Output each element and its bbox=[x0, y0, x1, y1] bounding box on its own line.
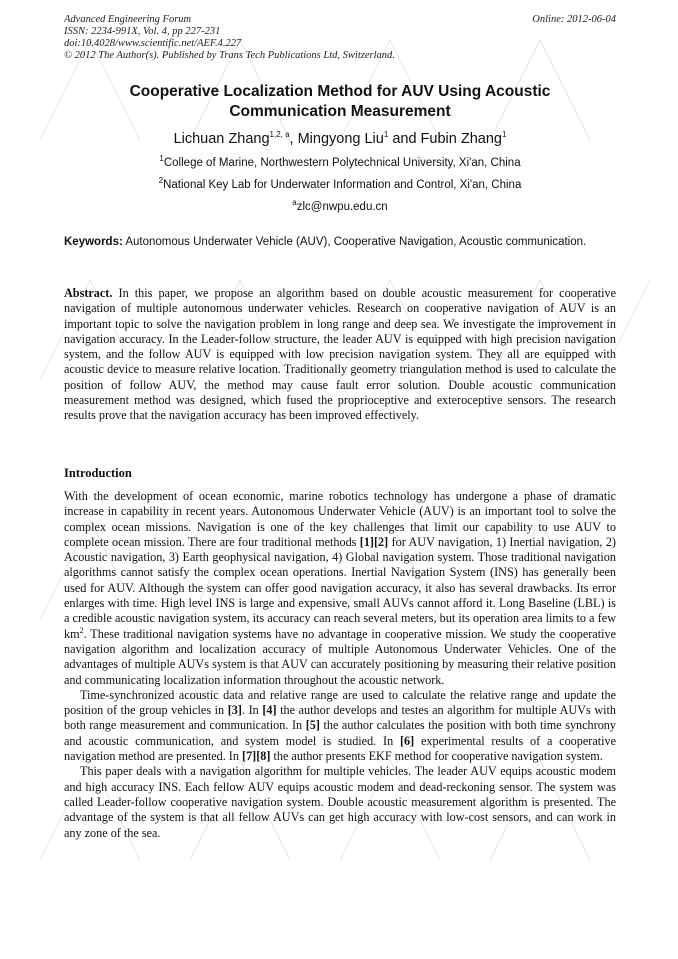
author-list bbox=[64, 131, 616, 147]
affiliation-1 bbox=[64, 154, 616, 169]
text-run: the author develops and testes an algorithm for multiple AUVs with both range measurement and communication. In bbox=[64, 703, 616, 733]
citation-ref: [1][2] bbox=[359, 534, 389, 549]
affiliation-text: National Key Lab for Underwater Information and Control, Xi'an, China bbox=[163, 179, 522, 191]
email-text: zlc@nwpu.edu.cn bbox=[296, 201, 388, 213]
abstract-block bbox=[64, 286, 616, 424]
text-run: This paper deals with a navigation algorithm for multiple vehicles. The leader AUV equips acoustic modem and high accuracy INS. Each fellow AUV equips acoustic modem and dead-reckoning sensor. The system was called Leader-follow cooperative navigation system. Double acoustic measurement algorithm is presented. The advantage of the system is that all fellow AUVs can get high accuracy with low-cost sensors, and can work in any zone of the sea. bbox=[64, 764, 616, 840]
title-line-1: Cooperative Localization Method for AUV Using Acoustic bbox=[129, 83, 551, 100]
text-run: With the development of ocean economic, marine robotics technology has undergone a phase of dramatic increase in capability in recent years. Autonomous Underwater Vehicle (AUV) is an important tool to solve the complex ocean missions. Navigation is one of the key challenges that limit our capability to use AUV to complete ocean mission. There are four traditional methods bbox=[64, 489, 616, 549]
citation-ref: [5] bbox=[305, 718, 320, 733]
author-name: Mingyong Liu bbox=[297, 131, 384, 147]
citation-ref: [4] bbox=[262, 703, 277, 718]
citation-ref: [3] bbox=[227, 703, 242, 718]
intro-paragraph-2 bbox=[64, 688, 616, 764]
keywords-label: Keywords: bbox=[64, 236, 123, 248]
text-run: . These traditional navigation systems have no advantage in cooperative mission. We study the cooperative navigation algorithm and localization accuracy of multiple Autonomous Underwater Vehicles. One of the advantages of multiple AUVs system is that AUV can accurately positioning by measuring their relative position and communicating localization information throughout the acoustic network. bbox=[64, 626, 616, 687]
journal-header bbox=[64, 14, 616, 62]
doi-line: doi:10.4028/www.scientific.net/AEF.4.227 bbox=[64, 38, 242, 49]
paper-title bbox=[64, 82, 616, 122]
text-run: . In bbox=[241, 703, 263, 718]
author-separator: and bbox=[388, 131, 421, 147]
affiliation-sup: 1 bbox=[159, 154, 164, 164]
online-date: Online: 2012-06-04 bbox=[532, 14, 616, 25]
keywords-text: Autonomous Underwater Vehicle (AUV), Cooperative Navigation, Acoustic communication. bbox=[125, 236, 587, 248]
text-run: for AUV navigation, 1) Inertial navigation, 2) Acoustic navigation, 3) Earth geophysical navigation, 4) Global navigation system. Those traditional navigation algorithms cannot satisfy the complex ocean operations. Inertial Navigation System (INS) has generally been used for AUV. Although the system can offer good navigation accuracy, it also has several drawbacks. Its error enlarges with time. High level INS is large and expensive, small AUVs cannot afford it. Long Baseline (LBL) is a credible acoustic navigation system, its accuracy can reach several meters, but its operation area limits to a few km bbox=[64, 534, 616, 641]
text-run: the author presents EKF method for cooperative navigation system. bbox=[270, 749, 603, 764]
citation-ref: [7][8] bbox=[242, 749, 271, 764]
keywords-block bbox=[64, 235, 616, 251]
affiliation-sup: 2 bbox=[158, 176, 164, 186]
section-heading-introduction: Introduction bbox=[64, 466, 132, 480]
text-run: the author calculates the position with both time synchrony and acoustic communication, and system model is studied. In bbox=[64, 718, 616, 748]
superscript: 2 bbox=[79, 625, 84, 635]
affiliation-2 bbox=[64, 176, 616, 191]
email-sup: a bbox=[292, 198, 297, 208]
affiliation-text: College of Marine, Northwestern Polytechnical University, Xi'an, China bbox=[163, 157, 521, 169]
journal-name: Advanced Engineering Forum bbox=[64, 14, 192, 25]
author-name: Fubin Zhang bbox=[420, 131, 502, 147]
copyright-line: © 2012 The Author(s). Published by Trans Tech Publications Ltd, Switzerland. bbox=[64, 50, 395, 61]
citation-ref: [6] bbox=[399, 733, 415, 748]
abstract-label: Abstract. bbox=[64, 286, 113, 300]
issn-line: ISSN: 2234-991X, Vol. 4, pp 227-231 bbox=[64, 26, 221, 37]
introduction-body bbox=[64, 489, 616, 841]
author-name: Lichuan Zhang bbox=[173, 131, 270, 147]
author-separator: , bbox=[289, 131, 298, 147]
text-run: experimental results of a cooperative navigation method are presented. In bbox=[64, 733, 617, 764]
author-sup: 1,2, a bbox=[269, 130, 290, 140]
abstract-text: In this paper, we propose an algorithm based on double acoustic measurement for cooperative navigation of multiple autonomous underwater vehicles. Research on cooperative navigation of AUV is an important topic to solve the navigation problem in long range and deep sea. We investigate the improvement in navigation accuracy. In the Leader-follow structure, the leader AUV is equipped with high precision navigation system, and the follow AUV is equipped with low precision navigation system. They all are equipped with acoustic device to measure relative location. Traditionally geometry triangulation method is used to calculate the position of follow AUV, the method may cause fault error solution. Double acoustic communication measurement method was designed, which fused the proprioceptive and exteroceptive sensors. The research results prove that the navigation accuracy has been improved effectively. bbox=[64, 286, 617, 423]
author-sup: 1 bbox=[383, 130, 389, 140]
text-run: Time-synchronized acoustic data and relative range are used to calculate the relative range and update the position of the group vehicles in bbox=[64, 687, 616, 718]
author-email bbox=[64, 198, 616, 213]
author-sup: 1 bbox=[501, 130, 507, 140]
title-line-2: Communication Measurement bbox=[229, 103, 451, 120]
intro-paragraph-1 bbox=[64, 489, 616, 688]
intro-paragraph-3 bbox=[64, 764, 616, 840]
